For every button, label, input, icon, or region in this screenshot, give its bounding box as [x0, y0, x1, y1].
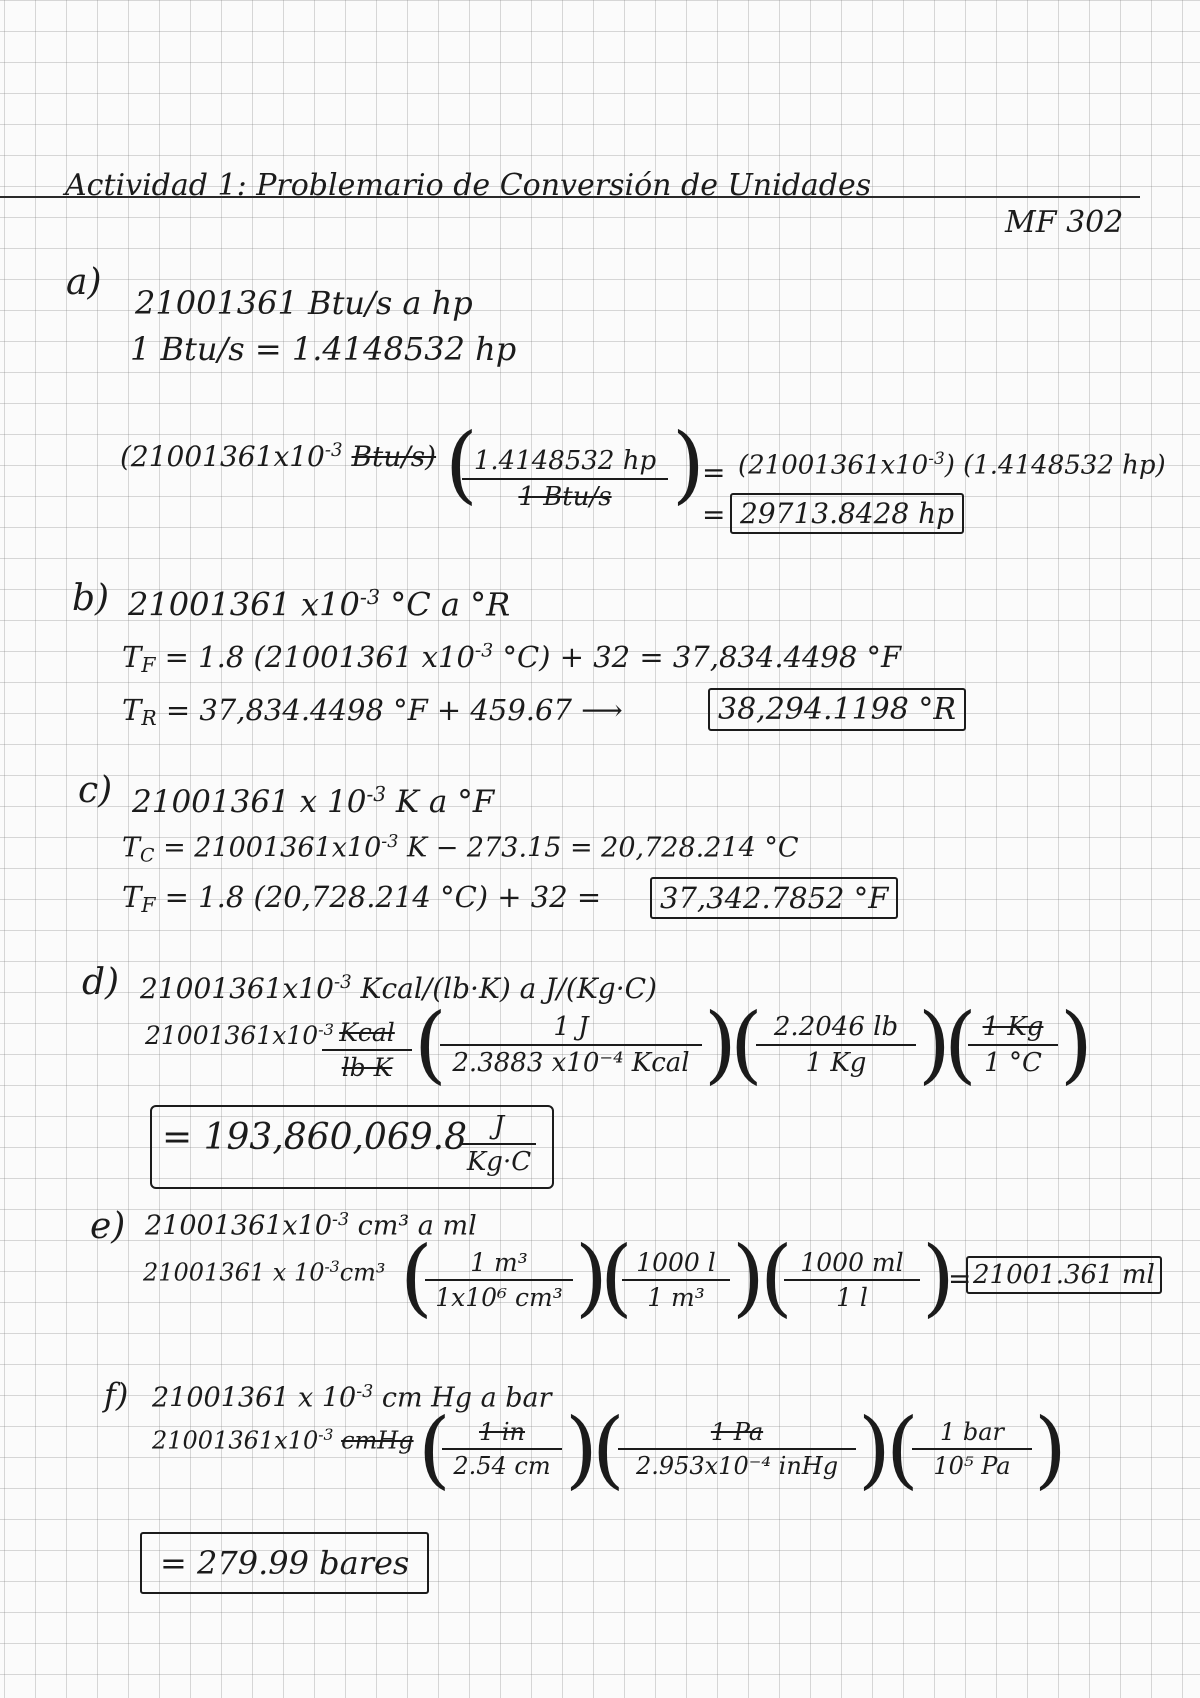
problem-c-tc-result: K − 273.15 = 20,728.214 °C	[398, 832, 799, 864]
problem-f-factor-1-denominator: 2.54 cm	[453, 1452, 551, 1480]
problem-f-factor-3-numerator: 1 bar	[912, 1418, 1032, 1450]
problem-e-paren-1-left: (	[400, 1228, 433, 1326]
problem-d-statement-value: 21001361x10	[140, 972, 334, 1005]
problem-f-statement-value: 21001361 x 10	[152, 1382, 357, 1414]
problem-f-paren-1-left: (	[418, 1400, 451, 1498]
problem-f-statement-units: cm Hg a bar	[373, 1382, 552, 1414]
problem-a-product-exponent: -3	[928, 448, 945, 468]
problem-e-statement-exponent: -3	[332, 1210, 350, 1230]
problem-a-conversion-factor	[462, 446, 668, 512]
problem-f-given-value: 21001361x10	[152, 1426, 319, 1455]
problem-f-factor-1-numerator: 1 in	[442, 1418, 562, 1450]
problem-c-result: 37,342.7852 °F	[650, 877, 898, 919]
problem-d-result-denominator: Kg·C	[466, 1147, 532, 1177]
problem-f-given-exponent: -3	[318, 1426, 334, 1444]
problem-a-given	[120, 440, 436, 473]
problem-d-factor-2-denominator: 1 Kg	[805, 1048, 867, 1078]
problem-a-right-paren: )	[672, 415, 705, 513]
problem-e-factor-2-denominator: 1 m³	[647, 1283, 705, 1312]
problem-e-result: 21001.361 ml	[966, 1256, 1162, 1294]
problem-e-factor-2	[622, 1248, 730, 1312]
problem-c-statement	[132, 782, 494, 820]
problem-d-given-numerator: Kcal	[322, 1018, 412, 1051]
problem-f-factor-2-numerator: 1 Pa	[618, 1418, 856, 1450]
problem-c-tf-symbol: T	[122, 880, 142, 914]
problem-d-paren-2-left: (	[730, 995, 763, 1093]
problem-b-fahrenheit-step	[122, 640, 901, 677]
problem-d-given-exponent: -3	[318, 1020, 335, 1039]
problem-f-paren-2-right: )	[858, 1400, 891, 1498]
problem-e-given-unit: cm³	[339, 1258, 386, 1287]
problem-d-paren-2-right: )	[918, 995, 951, 1093]
problem-e-paren-1-right: )	[575, 1228, 608, 1326]
problem-a-given-value: (21001361x10	[120, 440, 325, 473]
problem-d-result-box	[150, 1105, 554, 1189]
problem-e-given-exponent: -3	[324, 1258, 340, 1276]
problem-f-result: = 279.99 bares	[140, 1532, 429, 1594]
problem-a-factor-denominator: 1 Btu/s	[518, 482, 612, 512]
problem-d-factor-3	[968, 1012, 1058, 1078]
problem-e-paren-2-left: (	[600, 1228, 633, 1326]
problem-f-statement	[152, 1382, 552, 1414]
problem-d-factor-1	[440, 1012, 702, 1078]
problem-e-given-value: 21001361 x 10	[143, 1258, 325, 1287]
problem-e-factor-3-denominator: 1 l	[836, 1283, 868, 1312]
problem-d-paren-3-right: )	[1060, 995, 1093, 1093]
problem-b-result: 38,294.1198 °R	[708, 688, 966, 731]
problem-e-statement-units: cm³ a ml	[349, 1210, 477, 1242]
problem-f-given	[152, 1426, 414, 1455]
problem-c-tf-subscript: F	[141, 893, 156, 918]
problem-b-statement-exponent: -3	[359, 585, 381, 609]
problem-f-factor-3	[912, 1418, 1032, 1480]
problem-a-result: 29713.8428 hp	[730, 493, 964, 534]
problem-f-paren-2-left: (	[592, 1400, 625, 1498]
problem-c-celsius-step	[122, 832, 799, 866]
problem-d-factor-3-denominator: 1 °C	[984, 1048, 1042, 1078]
problem-b-label: b)	[72, 578, 110, 619]
problem-a-statement: 21001361 Btu/s a hp	[135, 284, 473, 322]
problem-d-statement-units: Kcal/(lb·K) a J/(Kg·C)	[351, 972, 657, 1005]
problem-d-label: d)	[82, 962, 120, 1003]
problem-e-equals: =	[948, 1262, 972, 1295]
problem-c-tc-exponent: -3	[381, 832, 399, 852]
problem-d-given-denominator: lb K	[341, 1053, 393, 1082]
problem-a-given-exponent: -3	[324, 440, 343, 461]
problem-a-given-unit: Btu/s)	[351, 440, 437, 473]
problem-d-given-number: 21001361x10	[145, 1020, 319, 1050]
problem-d-given-units	[322, 1018, 412, 1082]
problem-e-given	[143, 1258, 386, 1287]
problem-a-product-value: (21001361x10	[738, 450, 929, 481]
problem-b-tf-subscript: F	[141, 653, 156, 678]
problem-e-factor-1	[425, 1248, 573, 1312]
problem-d-factor-3-numerator: 1 Kg	[968, 1012, 1058, 1046]
problem-f-factor-1	[442, 1418, 562, 1480]
problem-b-tr-symbol: T	[122, 693, 142, 727]
problem-b-statement-value: 21001361 x10	[128, 585, 360, 624]
problem-e-label: e)	[90, 1206, 126, 1247]
problem-b-statement	[128, 585, 510, 623]
problem-f-factor-2	[618, 1418, 856, 1480]
problem-a-label: a)	[66, 262, 102, 303]
problem-f-paren-3-right: )	[1034, 1400, 1067, 1498]
problem-b-tf-symbol: T	[122, 640, 142, 674]
problem-e-factor-2-numerator: 1000 l	[622, 1248, 730, 1281]
problem-d-statement-exponent: -3	[333, 972, 352, 993]
problem-c-tc-symbol: T	[122, 832, 141, 864]
problem-c-tc-subscript: C	[140, 844, 155, 867]
problem-d-result-numerator: J	[462, 1111, 536, 1145]
problem-d-result-units	[462, 1111, 536, 1177]
problem-f-statement-exponent: -3	[356, 1382, 374, 1402]
problem-a-left-paren: (	[445, 415, 478, 513]
problem-f-given-unit: cmHg	[341, 1426, 414, 1455]
problem-e-paren-2-right: )	[732, 1228, 765, 1326]
problem-e-factor-3	[784, 1248, 920, 1312]
problem-d-factor-1-numerator: 1 J	[440, 1012, 702, 1046]
problem-e-paren-3-left: (	[760, 1228, 793, 1326]
problem-f-factor-3-denominator: 10⁵ Pa	[933, 1452, 1011, 1480]
problem-c-statement-exponent: -3	[366, 782, 387, 806]
problem-e-factor-3-numerator: 1000 ml	[784, 1248, 920, 1281]
problem-d-paren-1-right: )	[704, 995, 737, 1093]
page-title: Actividad 1: Problemario de Conversión de Unidades	[65, 168, 872, 203]
problem-d-statement	[140, 972, 657, 1005]
problem-b-tr-subscript: R	[141, 706, 157, 731]
problem-a-product-factor: ) (1.4148532 hp)	[944, 450, 1166, 481]
problem-a-equals-2: =	[702, 498, 726, 531]
problem-d-paren-3-left: (	[944, 995, 977, 1093]
problem-c-tc-expression: = 21001361x10	[154, 832, 382, 864]
problem-e-paren-3-right: )	[922, 1228, 955, 1326]
problem-f-paren-1-right: )	[565, 1400, 598, 1498]
problem-c-statement-units: K a °F	[386, 784, 495, 821]
problem-b-tf-expression: = 1.8 (21001361 x10	[155, 640, 475, 674]
problem-c-fahrenheit-step	[122, 880, 601, 917]
problem-c-label: c)	[78, 770, 113, 811]
problem-a-product	[738, 448, 1166, 480]
problem-a-factor-numerator: 1.4148532 hp	[462, 446, 668, 480]
problem-d-result-value: = 193,860,069.8	[162, 1117, 467, 1158]
problem-b-tf-result: °C) + 32 = 37,834.4498 °F	[493, 640, 902, 674]
problem-c-statement-value: 21001361 x 10	[132, 784, 367, 821]
problem-d-factor-2-numerator: 2.2046 lb	[756, 1012, 916, 1046]
problem-e-factor-1-denominator: 1x10⁶ cm³	[435, 1283, 563, 1312]
problem-c-tf-expression: = 1.8 (20,728.214 °C) + 32 =	[155, 880, 602, 914]
problem-d-given-value	[145, 1020, 334, 1050]
problem-b-tr-expression: = 37,834.4498 °F + 459.67 ⟶	[156, 693, 623, 727]
problem-f-label: f)	[104, 1376, 129, 1414]
problem-d-factor-2	[756, 1012, 916, 1078]
problem-b-statement-units: °C a °R	[380, 585, 511, 624]
course-code: MF 302	[1005, 205, 1124, 240]
problem-d-factor-1-denominator: 2.3883 x10⁻⁴ Kcal	[452, 1048, 690, 1078]
problem-e-statement-value: 21001361x10	[145, 1210, 333, 1242]
problem-a-equals-1: =	[702, 456, 726, 489]
problem-e-factor-1-numerator: 1 m³	[425, 1248, 573, 1281]
problem-a-equivalence: 1 Btu/s = 1.4148532 hp	[130, 330, 517, 368]
problem-b-rankine-step	[122, 693, 623, 730]
problem-f-paren-3-left: (	[886, 1400, 919, 1498]
problem-d-paren-1-left: (	[414, 995, 447, 1093]
problem-f-factor-2-denominator: 2.953x10⁻⁴ inHg	[635, 1452, 839, 1480]
problem-b-tf-exponent: -3	[474, 640, 494, 662]
